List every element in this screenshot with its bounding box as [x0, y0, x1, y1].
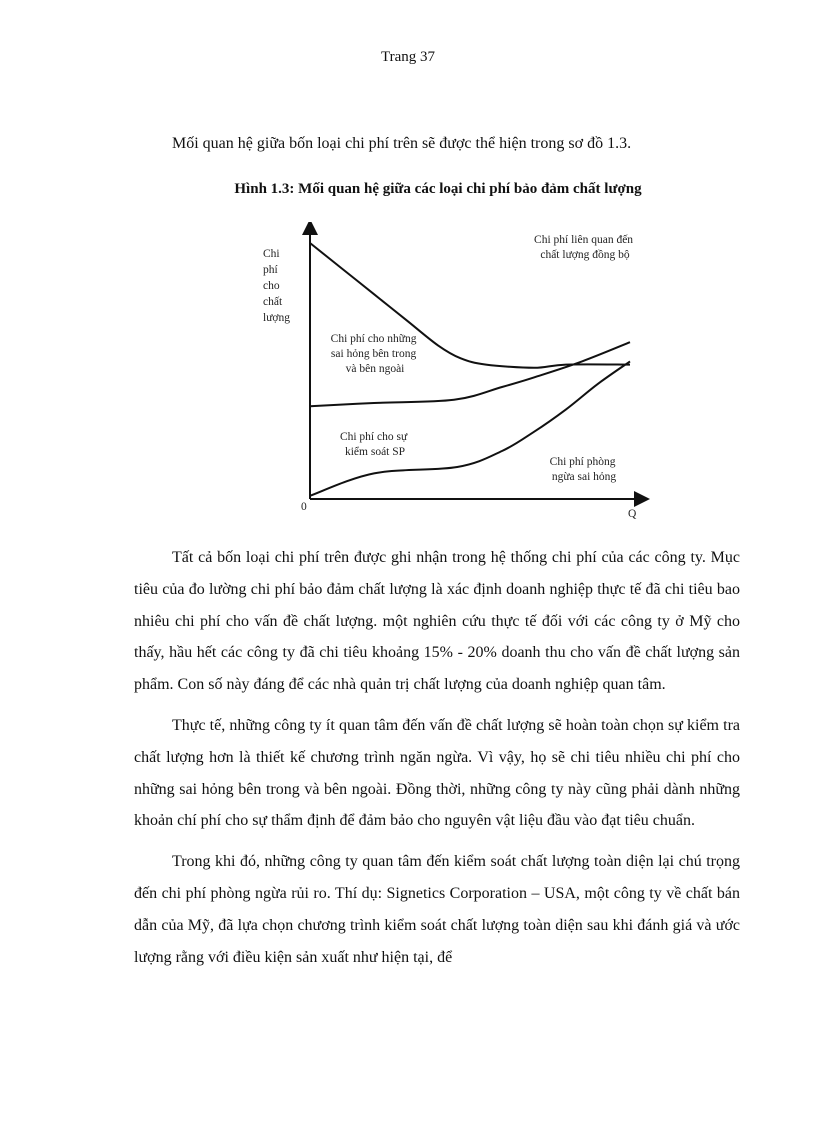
paragraph: Thực tế, những công ty ít quan tâm đến vấn đề chất lượng sẽ hoàn toàn chọn sự kiểm tra chất lượng hơn là thiết kế chương trình ngăn ngừa. Vì vậy, họ sẽ chi tiêu nhiều chi phí cho những sai hỏng bên trong và bên ngoài. Đồng thời, những công ty này cũng phải dành những khoản chí phí cho sự thẩm định để đảm bảo cho nguyên vật liệu đầu vào đạt tiêu chuẩn.	[134, 716, 740, 830]
region-label-total: Chi phí liên quan đến chất lượng đồng bộ	[534, 234, 634, 261]
cost-chart	[240, 222, 660, 522]
region-label-prevention: Chi phí phòng ngừa sai hỏng	[549, 456, 617, 483]
body-text	[134, 542, 740, 982]
region-label-failure: Chi phí cho những sai hỏng bên trong và bên ngoài	[330, 333, 417, 375]
cost-chart-svg	[240, 222, 660, 522]
paragraph: Trong khi đó, những công ty quan tâm đến kiểm soát chất lượng toàn diện lại chú trọng đến chi phí phòng ngừa rủi ro. Thí dụ: Signetics Corporation – USA, một công ty về chất bán dẫn của Mỹ, đã lựa chọn chương trình kiểm soát chất lượng toàn diện sau khi đánh giá và ước lượng rằng với điều kiện sản xuất như hiện tại, để	[134, 853, 740, 966]
paragraph: Tất cả bốn loại chi phí trên được ghi nhận trong hệ thống chi phí của các công ty. Mục tiêu của đo lường chi phí bảo đảm chất lượng là xác định doanh nghiệp thực tế đã chi tiêu bao nhiêu chi phí cho vấn đề chất lượng. một nghiên cứu thực tế đối với các công ty ở Mỹ cho thấy, hầu hết các công ty đã chi tiêu khoảng 15% - 20% doanh thu cho vấn đề chất lượng sản phẩm. Con số này đáng để các nhà quản trị chất lượng của doanh nghiệp quan tâm.	[134, 549, 740, 694]
origin-label: 0	[301, 501, 307, 513]
intro-sentence: Mối quan hệ giữa bốn loại chi phí trên sẽ được thể hiện trong sơ đồ 1.3.	[172, 135, 632, 152]
region-label-inspection: Chi phí cho sự kiểm soát SP	[339, 431, 408, 458]
page-number: Trang 37	[380, 49, 436, 65]
y-axis-label: Chi phí cho chất lượng	[263, 248, 291, 324]
x-axis-label: Q	[628, 508, 637, 520]
figure-title: Hình 1.3: Mối quan hệ giữa các loại chi phí bảo đảm chất lượng	[234, 181, 642, 197]
